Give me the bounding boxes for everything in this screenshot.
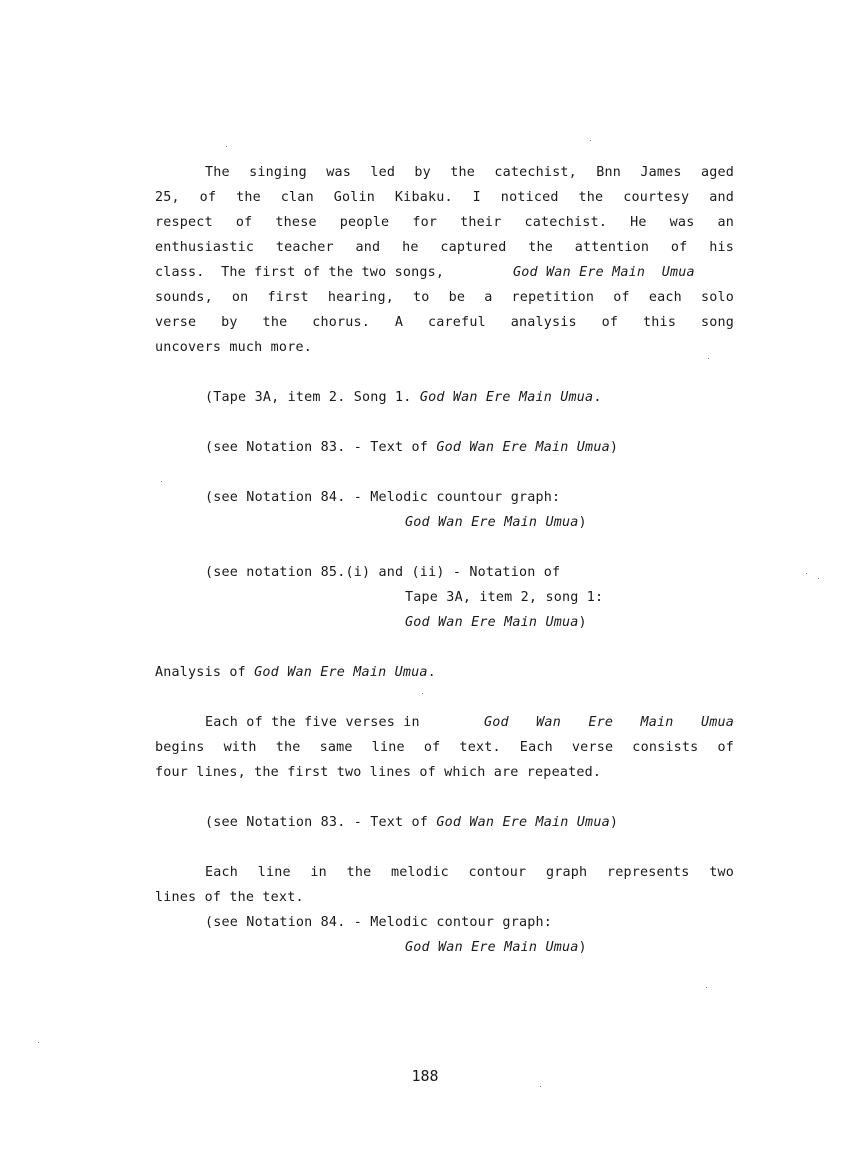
notation-83b-prefix: (see Notation 83. - Text of bbox=[205, 815, 437, 830]
analysis-heading-title: God Wan Ere Main Umua bbox=[254, 665, 428, 680]
notation-83b-title: God Wan Ere Main Umua bbox=[436, 815, 610, 830]
analysis-heading-prefix: Analysis of bbox=[155, 665, 255, 680]
para1-line-1: The singing was led by the catechist, Bnn James aged bbox=[205, 165, 734, 180]
tape-reference bbox=[205, 391, 602, 404]
tape-ref-prefix: (Tape 3A, item 2. Song 1. bbox=[205, 390, 420, 405]
para1-line-2: 25, of the clan Golin Kibaku. I noticed the courtesy and bbox=[155, 190, 734, 205]
para1-line-5 bbox=[155, 266, 444, 279]
para2-line-2: begins with the same line of text. Each verse consists of bbox=[155, 740, 734, 755]
notation-85-line-1: (see notation 85.(i) and (ii) - Notation of bbox=[205, 565, 561, 580]
notation-83b-suffix: ) bbox=[609, 815, 619, 830]
notation-85-title: God Wan Ere Main Umua bbox=[405, 615, 579, 630]
notation-84-line-1: (see Notation 84. - Melodic countour graph: bbox=[205, 490, 561, 505]
para2-line-3: four lines, the first two lines of which are repeated. bbox=[155, 765, 602, 780]
analysis-heading-suffix: . bbox=[427, 665, 436, 680]
para1-title: God Wan Ere Main Umua bbox=[513, 265, 695, 280]
analysis-heading bbox=[155, 666, 436, 679]
para3-line-2: lines of the text. bbox=[155, 890, 304, 905]
notation-85-line-3 bbox=[405, 616, 587, 629]
notation-84b-line-1: (see Notation 84. - Melodic contour graph: bbox=[205, 915, 552, 930]
page-number: 188 bbox=[411, 1067, 439, 1085]
notation-84-suffix: ) bbox=[578, 515, 587, 530]
para3-line-1: Each line in the melodic contour graph represents two bbox=[205, 865, 734, 880]
para1-line-6: sounds, on first hearing, to be a repetition of each solo bbox=[155, 290, 734, 305]
para1-line-5-text: class. The first of the two songs, bbox=[155, 265, 445, 280]
notation-84b-suffix: ) bbox=[578, 940, 587, 955]
notation-83-prefix: (see Notation 83. - Text of bbox=[205, 440, 437, 455]
notation-85-suffix: ) bbox=[578, 615, 587, 630]
para1-line-4: enthusiastic teacher and he captured the attention of his bbox=[155, 240, 734, 255]
notation-83-suffix: ) bbox=[609, 440, 619, 455]
para1-line-3: respect of these people for their catechist. He was an bbox=[155, 215, 734, 230]
notation-84b-line-2 bbox=[405, 941, 587, 954]
notation-83-reference bbox=[205, 441, 618, 454]
para2-line-1-prefix: Each of the five verses in bbox=[205, 715, 437, 730]
tape-ref-title: God Wan Ere Main Umua bbox=[419, 390, 594, 405]
notation-84b-title: God Wan Ere Main Umua bbox=[405, 940, 579, 955]
notation-85-line-2: Tape 3A, item 2, song 1: bbox=[405, 590, 604, 605]
notation-84-title: God Wan Ere Main Umua bbox=[405, 515, 579, 530]
tape-ref-suffix: . bbox=[593, 390, 602, 405]
para1-line-8: uncovers much more. bbox=[155, 340, 312, 355]
para1-line-7: verse by the chorus. A careful analysis of this song bbox=[155, 315, 734, 330]
notation-84-line-2 bbox=[405, 516, 587, 529]
notation-83-title: God Wan Ere Main Umua bbox=[436, 440, 610, 455]
para2-line-1-title: God Wan Ere Main Umua bbox=[484, 715, 734, 730]
notation-83b-reference bbox=[205, 816, 618, 829]
